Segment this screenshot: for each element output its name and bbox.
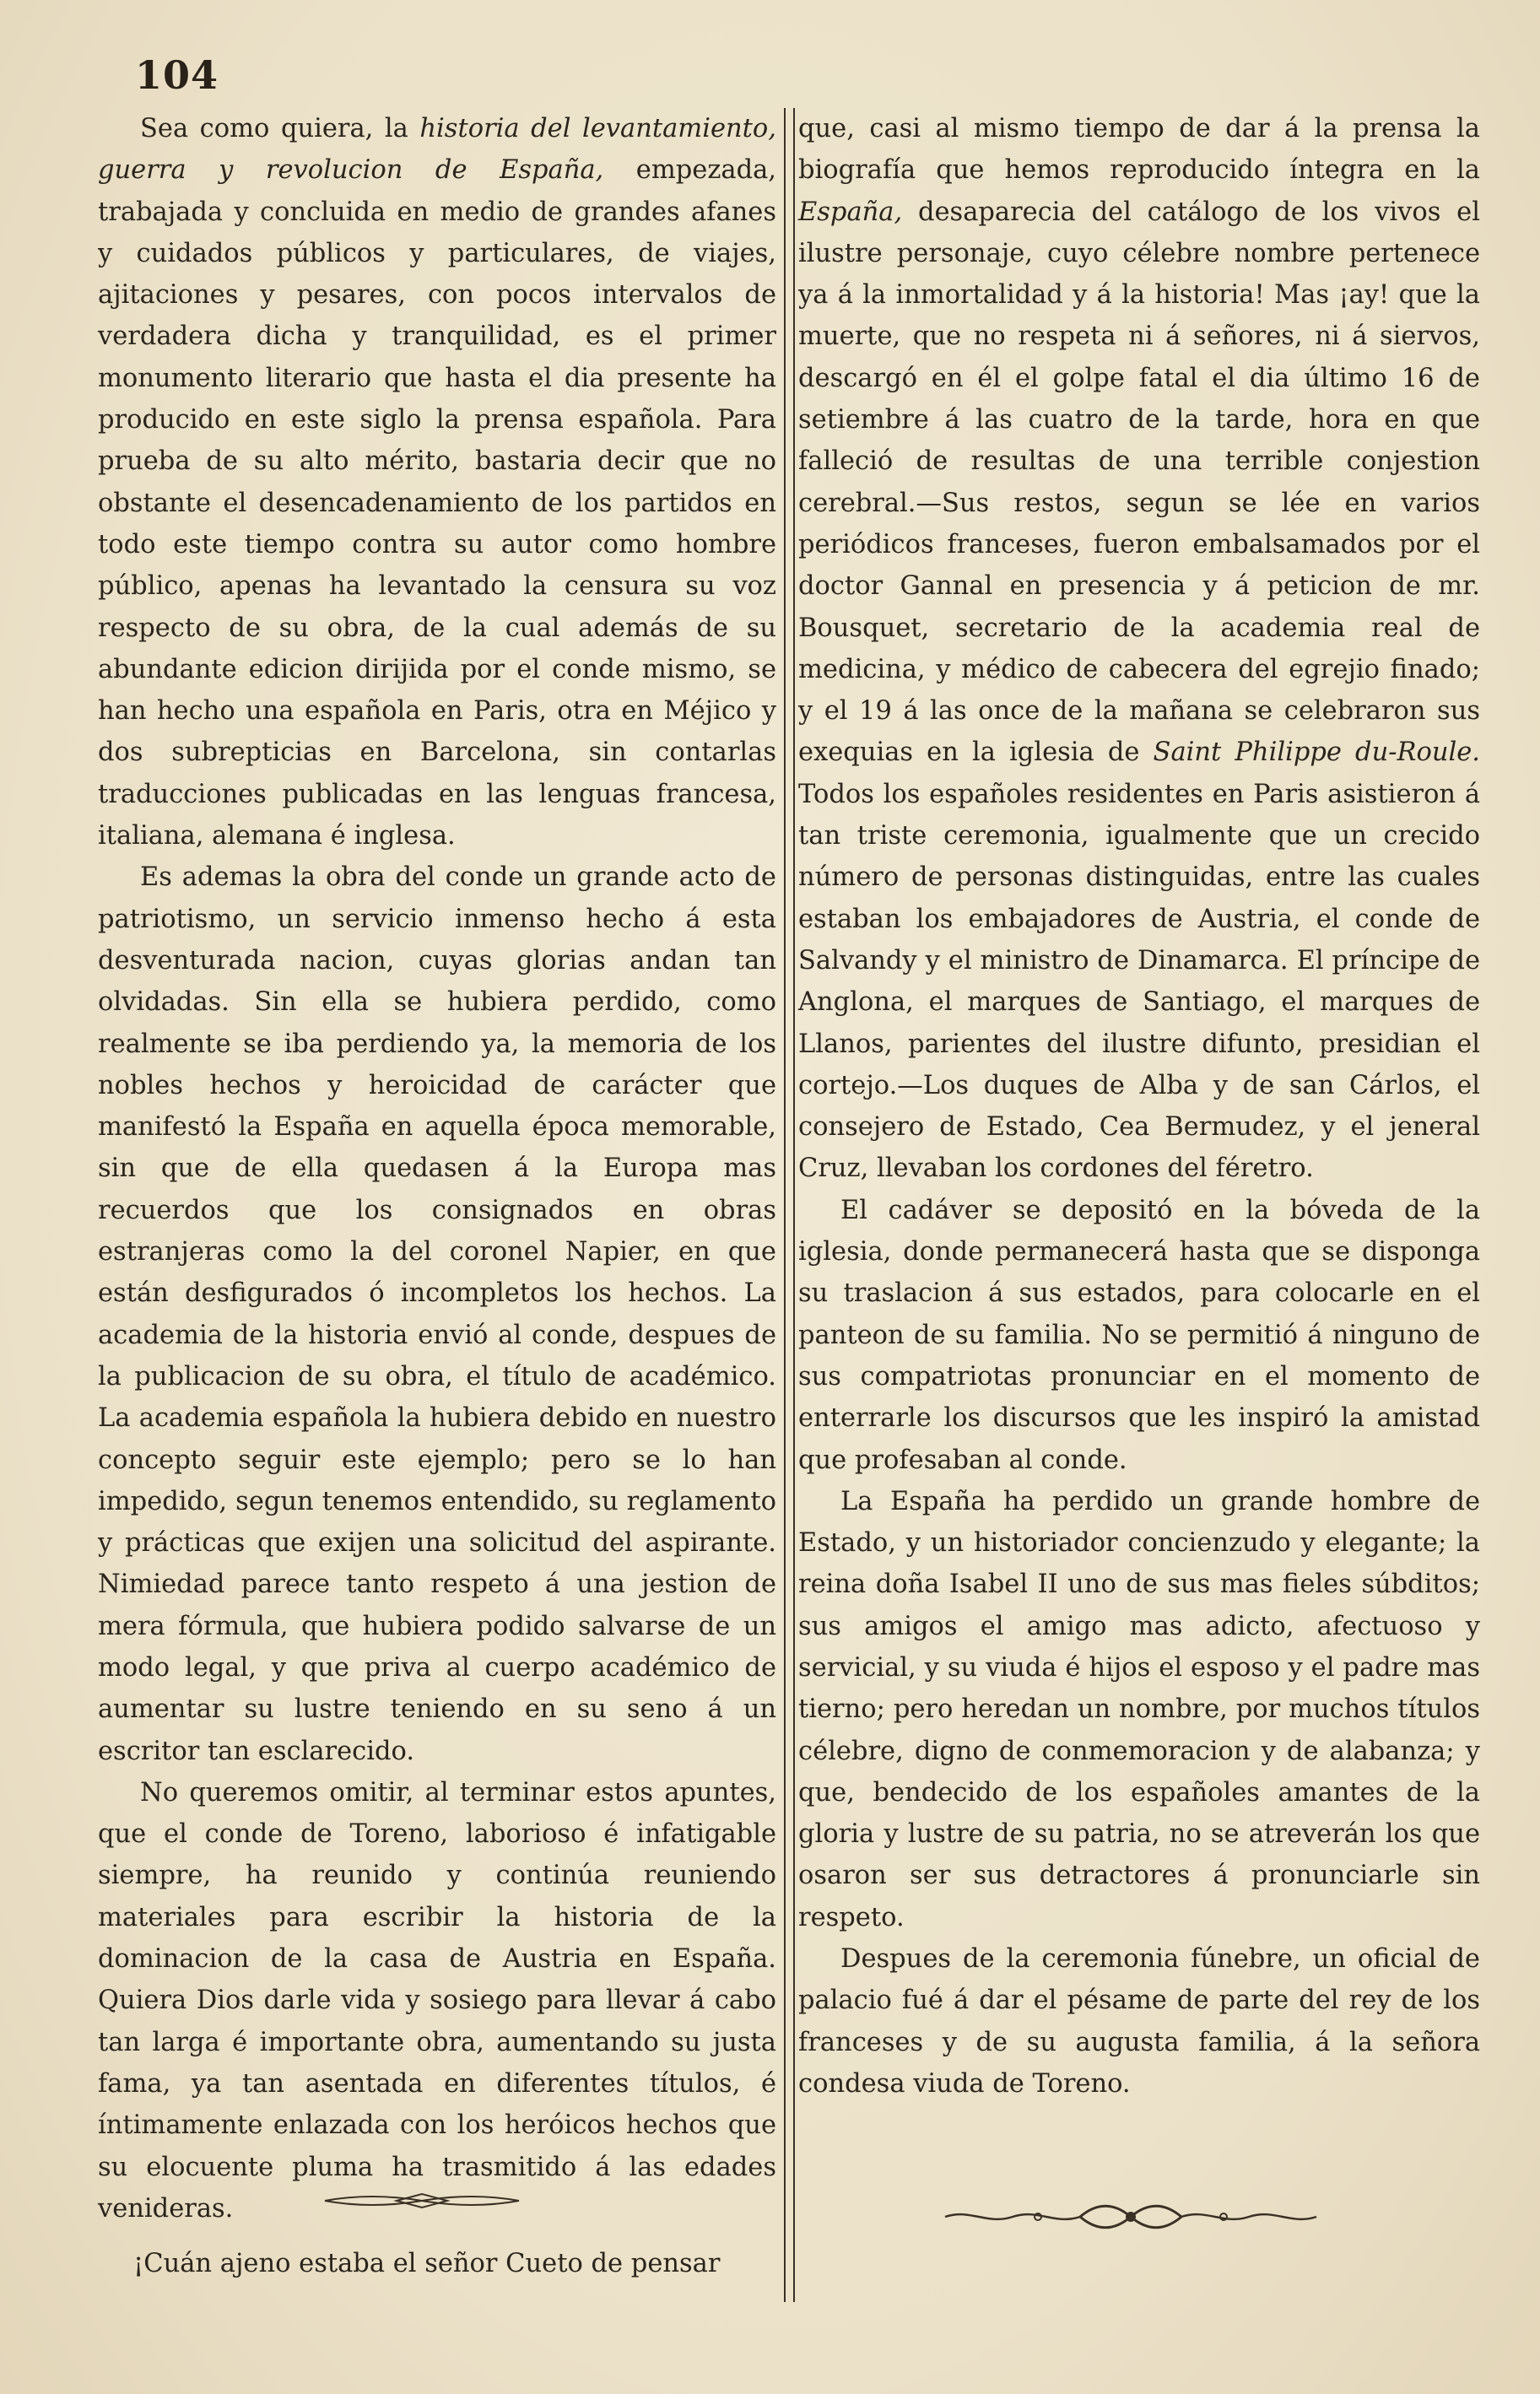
- left-column: [98, 108, 776, 2229]
- text-run: empezada, trabajada y concluida en medio de grandes afanes y cuidados públicos y particulares, de viajes, ajitaciones y pesares, con pocos intervalos de verdadera dicha y tranquilidad, es el primer monumento literario que hasta el dia presente ha producido en este siglo la prensa española. Para prueba de su alto mérito, bastaria decir que no obstante el desencadenamiento de los partidos en todo este tiempo contra su autor como hombre público, apenas ha levantado la censura su voz respecto de su obra, de la cual además de su abundante edicion dirijida por el conde mismo, se han hecho una española en Paris, otra en Méjico y dos subrepticias en Barcelona, sin contarlas traducciones publicadas en las lenguas francesa, italiana, alemana é inglesa.: [98, 155, 776, 851]
- section-divider-ornament: [321, 2184, 523, 2218]
- column-rule: [784, 108, 795, 2302]
- right-paragraph-3: La España ha perdido un grande hombre de Estado, y un historiador concienzudo y elegante; la reina doña Isabel II uno de sus mas fieles súbditos; sus amigos el amigo mas adicto, afectuoso y servicial, y su viuda é hijos el esposo y el padre mas tierno; pero heredan un nombre, por muchos títulos célebre, digno de conmemoracion y de alabanza; y que, bendecido de los españoles amantes de la gloria y lustre de su patria, no se atreverán los que osaron ser sus detractores á pronunciarle sin respeto.: [798, 1486, 1480, 1932]
- right-paragraph-4: Despues de la ceremonia fúnebre, un oficial de palacio fué á dar el pésame de parte del rey de los franceses y de su augusta familia, á la señora condesa viuda de Toreno.: [798, 1944, 1480, 2099]
- italic-title: historia del levantamiento, guerra y revolucion de España,: [98, 114, 776, 186]
- text-run: desaparecia del catálogo de los vivos el ilustre personaje, cuyo célebre nombre pertenece ya á la inmortalidad y á la historia! Mas ¡ay! que la muerte, que no respeta ni á señores, ni á siervos, descargó en él el golpe fatal el dia último 16 de setiembre á las cuatro de la tarde, hora en que falleció de resultas de una terrible conjestion cerebral.—Sus restos, segun se lée en varios periódicos franceses, fueron embalsamados por el doctor Gannal en presencia y á peticion de mr. Bousquet, secretario de la academia real de medicina, y médico de cabecera del egrejio finado; y el 19 á las once de la mañana se celebraron sus exequias en la iglesia de: [798, 197, 1480, 768]
- left-paragraph-3: No queremos omitir, al terminar estos apuntes, que el conde de Toreno, laborioso é infatigable siempre, ha reunido y continúa reuniendo materiales para escribir la historia de la dominacion de la casa de Austria en España. Quiera Dios darle vida y sosiego para llevar á cabo tan larga é importante obra, aumentando su justa fama, ya tan asentada en diferentes títulos, é íntimamente enlazada con los heróicos hechos que su elocuente pluma ha trasmitido á las edades venideras.: [98, 1777, 776, 2224]
- italic-text: Saint Philippe du-Roule.: [1153, 738, 1480, 768]
- left-paragraph-2: Es ademas la obra del conde un grande acto de patriotismo, un servicio inmenso hecho á esta desventurada nacion, cuyas glorias andan tan olvidadas. Sin ella se hubiera perdido, como realmente se iba perdiendo ya, la memoria de los nobles hechos y heroicidad de carácter que manifestó la España en aquella época memorable, sin que de ella quedasen á la Europa mas recuerdos que los consignados en obras estranjeras como la del coronel Napier, en que están desfigurados ó incompletos los hechos. La academia de la historia envió al conde, despues de la publicacion de su obra, el título de académico. La academia española la hubiera debido en nuestro concepto seguir este ejemplo; pero se lo han impedido, segun tenemos entendido, su reglamento y prácticas que exijen una solicitud del aspirante. Nimiedad parece tanto respeto á una jestion de mera fórmula, que hubiera podido salvarse de un modo legal, y que priva al cuerpo académico de aumentar su lustre teniendo en su seno á un escritor tan esclarecido.: [98, 862, 776, 1766]
- italic-text: España,: [798, 197, 903, 227]
- page-number: 104: [135, 52, 219, 98]
- text-run: Sea como quiera, la: [140, 114, 420, 143]
- left-paragraph-1: [98, 108, 776, 857]
- end-ornament: [937, 2196, 1325, 2238]
- right-paragraph-2: El cadáver se depositó en la bóveda de la iglesia, donde permanecerá hasta que se disponga su traslacion á sus estados, para colocarle en el panteon de su familia. No se permitió á ninguno de sus compatriotas pronunciar en el momento de enterrarle los discursos que les inspiró la amistad que profesaban al conde.: [798, 1195, 1480, 1475]
- text-run: que, casi al mismo tiempo de dar á la prensa la biografía que hemos reproducido íntegra en la: [798, 114, 1480, 186]
- left-last-line: ¡Cuán ajeno estaba el señor Cueto de pensar: [133, 2249, 721, 2278]
- right-paragraph-1: [798, 108, 1480, 1190]
- right-column: [798, 108, 1480, 2105]
- text-run: Todos los españoles residentes en Paris asistieron á tan triste ceremonia, igualmente que un crecido número de personas distinguidas, entre las cuales estaban los embajadores de Austria, el conde de Salvandy y el ministro de Dinamarca. El príncipe de Anglona, el marques de Santiago, el marques de Llanos, parientes del ilustre difunto, presidian el cortejo.—Los duques de Alba y de san Cárlos, el consejero de Estado, Cea Bermudez, y el jeneral Cruz, llevaban los cordones del féretro.: [798, 779, 1480, 1184]
